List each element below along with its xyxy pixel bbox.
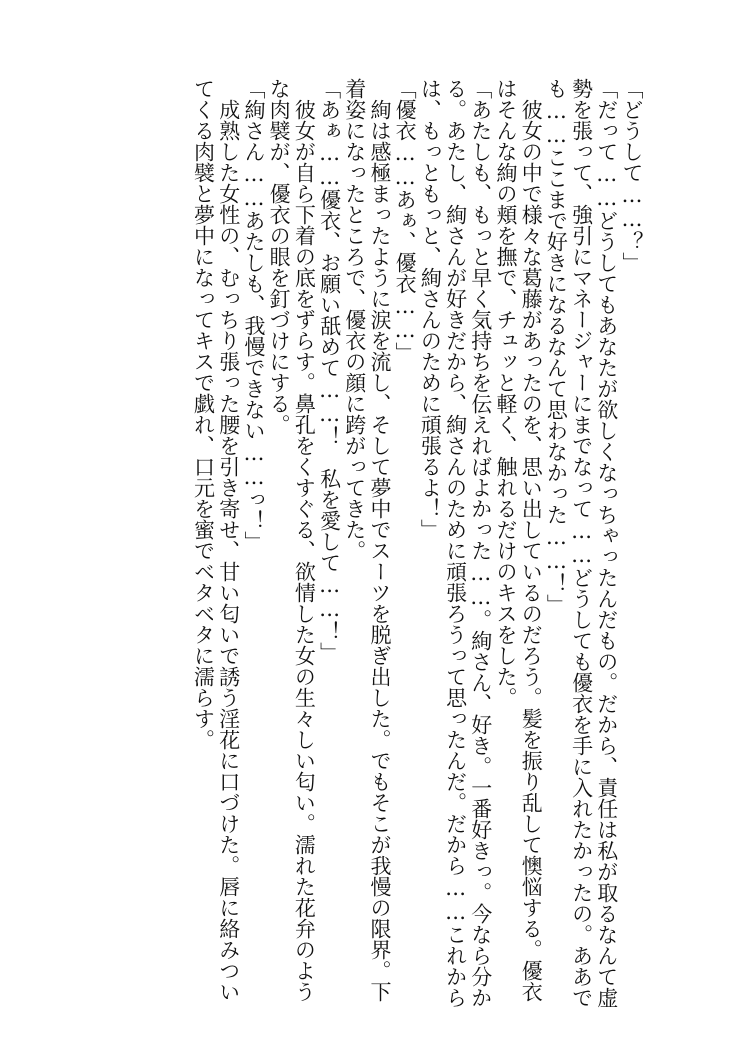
text-line: も……ここまで好きになるなんて思わなかった……！」 — [544, 78, 569, 615]
vertical-text-body — [190, 78, 644, 1008]
text-line: は、もっともっと、絢さんのために頑張るよ！」 — [418, 78, 443, 540]
text-line: はそんな絢の頬を撫で、チュッと軽く、触れるだけのキスをした。 — [493, 78, 518, 708]
text-line: 「絢さん……あたしも、我慢できない……っ！」 — [241, 78, 266, 552]
text-line: 着姿になったところで、優衣の顔に跨がってきた。 — [342, 78, 367, 561]
text-line: 成熟した女性の、むっちり張った腰を引き寄せ、甘い匂いで誘う淫花に口づけた。唇に絡みつい — [216, 78, 241, 1002]
text-line: 勢を張って、強引にマネージャーにまでなって……どうしても優衣を手に入れたかったの。ああで — [569, 78, 594, 1008]
text-line: てくる肉襞と夢中になってキスで戯れ、口元を蜜でベタベタに濡らす。 — [191, 78, 216, 750]
text-line: 「あたしも、もっと早く気持ちを伝えればよかった……。絢さん、好き。一番好きっ。今なら分か — [468, 78, 493, 1008]
text-line: 彼女の中で様々な葛藤があったのを、思い出しているのだろう。髪を振り乱して懊悩する。優衣 — [519, 78, 544, 1002]
text-line: る。あたし、絢さんが好きだから、絢さんのために頑張ろうって思ったんだ。だから……これから — [443, 78, 468, 1008]
text-line: 彼女が自ら下着の底をずらす。鼻孔をくすぐる、欲情した女の生々しい匂い。濡れた花弁のよう — [292, 78, 317, 1002]
text-line: な肉襞が、優衣の眼を釘づけにする。 — [267, 78, 292, 435]
text-line: 「どうして……？」 — [620, 78, 644, 273]
text-line: 「だって……どうしてもあなたが欲しくなっちゃったんだもの。だから、責任は私が取るなんて虚 — [594, 78, 619, 1008]
text-line: 「優衣……あぁ、優衣……」 — [393, 78, 418, 363]
text-line: 絢は感極まったように涙を流し、そして夢中でスーツを脱ぎ出した。でもそこが我慢の限界。下 — [367, 78, 392, 1002]
text-line: 「あぁ……優衣、お願い舐めて……！ 私を愛して……！」 — [317, 78, 342, 663]
